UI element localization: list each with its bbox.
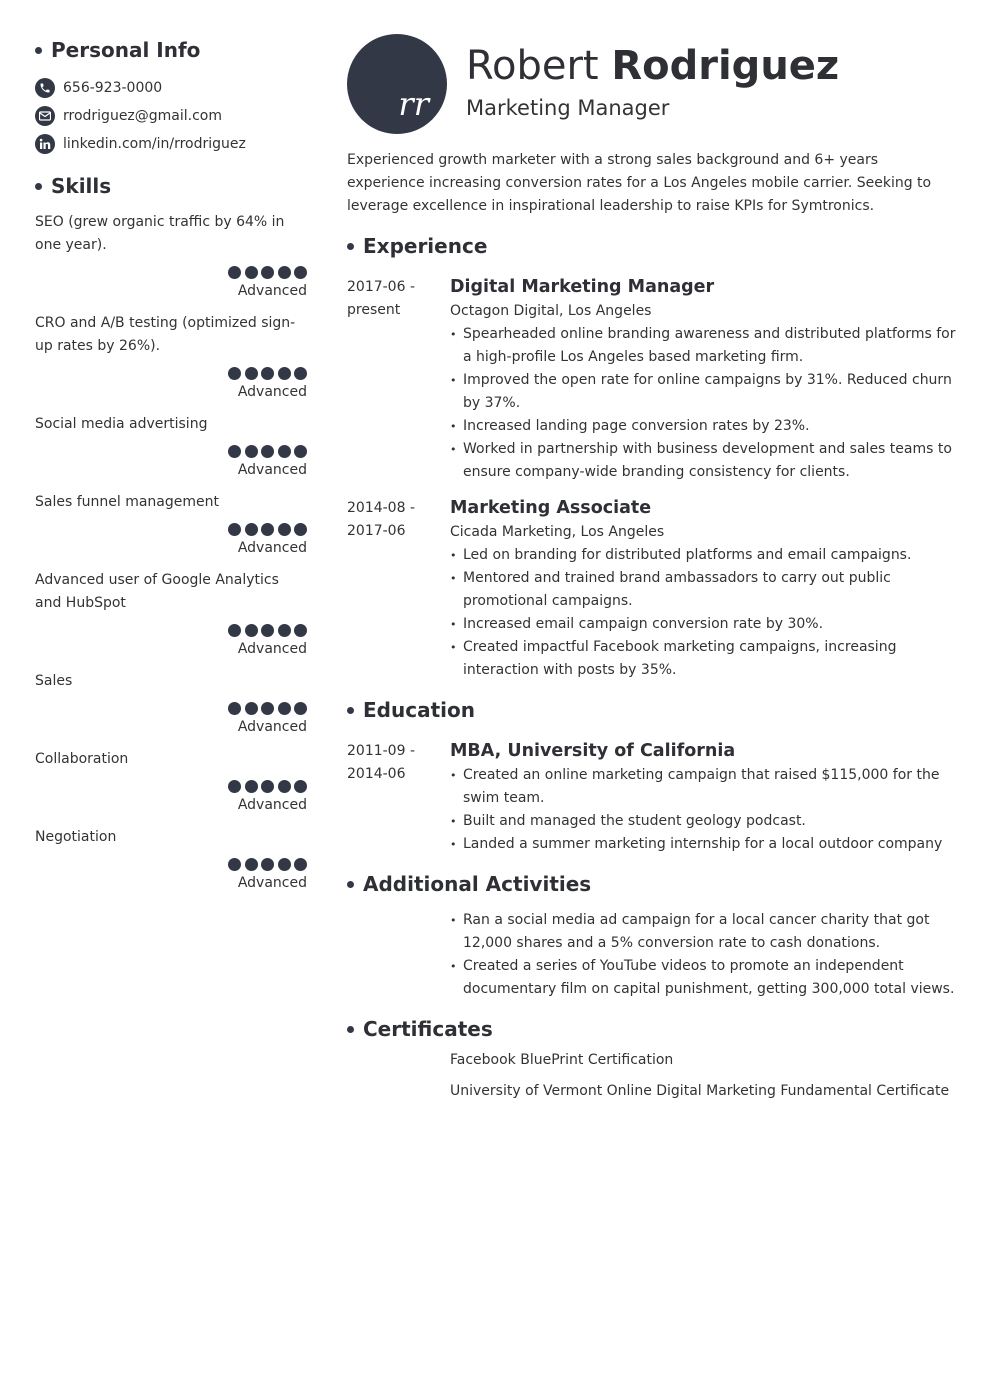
skill-level: Advanced (237, 719, 307, 735)
rating-dot-icon (294, 702, 307, 715)
rating-dot-icon (228, 367, 241, 380)
bullet-item: • Built and managed the student geology podcast. (450, 810, 957, 833)
first-name: Robert (466, 43, 599, 89)
rating-dot-icon (245, 780, 258, 793)
avatar-initials: rr (398, 85, 429, 123)
skill-level: Advanced (237, 540, 307, 556)
sidebar (35, 38, 307, 894)
entry-title: Digital Marketing Manager (450, 277, 715, 297)
certificate-item: University of Vermont Online Digital Marketing Fundamental Certificate (450, 1083, 950, 1099)
entry-bullets (450, 544, 957, 682)
name-block (466, 40, 839, 120)
skill-item (35, 211, 307, 302)
entry-date (347, 495, 450, 682)
bullet-item: • Spearheaded online branding awareness and distributed platforms for a high-profile Los Angeles based marketing firm. (450, 323, 957, 369)
rating-dot-icon (278, 445, 291, 458)
rating-dot-icon (261, 367, 274, 380)
skill-item (35, 826, 307, 894)
contact-linkedin[interactable] (35, 130, 307, 158)
rating-dot-icon (228, 266, 241, 279)
rating-dot-icon (261, 523, 274, 536)
date-start: 2014-08 - (347, 500, 415, 516)
bullet-item: • Increased landing page conversion rates by 23%. (450, 415, 957, 438)
rating-dot-icon (294, 780, 307, 793)
skill-level: Advanced (237, 797, 307, 813)
entry-company: Octagon Digital, Los Angeles (450, 303, 652, 319)
bullet-item: • Led on branding for distributed platforms and email campaigns. (450, 544, 957, 567)
rating-dot-icon (245, 367, 258, 380)
skill-name: Advanced user of Google Analytics and HubSpot (35, 572, 279, 611)
rating-dot-icon (228, 702, 241, 715)
certificates-heading: Certificates (347, 1017, 957, 1041)
entry-date (347, 274, 450, 484)
rating-dot-icon (228, 523, 241, 536)
skill-item (35, 670, 307, 738)
skill-level: Advanced (237, 641, 307, 657)
skills-heading: Skills (35, 174, 307, 198)
skill-name: Sales funnel management (35, 494, 219, 510)
skill-item (35, 569, 307, 660)
skill-level: Advanced (237, 462, 307, 478)
skill-name: Sales (35, 673, 73, 689)
rating-dot-icon (278, 367, 291, 380)
contact-email[interactable] (35, 102, 307, 130)
skill-name: Collaboration (35, 751, 129, 767)
bullet-dot-icon (347, 881, 354, 888)
rating-dot-icon (278, 266, 291, 279)
entry-body (450, 274, 957, 484)
certificates-section (347, 1017, 957, 1103)
rating-dot-icon (228, 780, 241, 793)
skill-rating (35, 367, 307, 380)
skill-level: Advanced (237, 384, 307, 400)
rating-dot-icon (228, 858, 241, 871)
experience-section (347, 234, 957, 682)
entry-title: Marketing Associate (450, 498, 652, 518)
skill-item (35, 312, 307, 403)
rating-dot-icon (261, 445, 274, 458)
linkedin-icon (35, 134, 55, 154)
skill-item (35, 748, 307, 816)
skill-rating (35, 445, 307, 458)
linkedin-text: linkedin.com/in/rrodriguez (63, 136, 246, 152)
activities-heading: Additional Activities (347, 872, 957, 896)
last-name: Rodriguez (611, 43, 840, 89)
date-end: present (347, 302, 401, 318)
entry (347, 495, 957, 682)
skill-rating (35, 523, 307, 536)
skill-level: Advanced (237, 283, 307, 299)
skill-rating (35, 702, 307, 715)
certificate-item: Facebook BluePrint Certification (450, 1052, 674, 1068)
bullet-item: • Worked in partnership with business development and sales teams to ensure company-wide branding consistency for clients. (450, 438, 957, 484)
education-section (347, 698, 957, 856)
email-text: rrodriguez@gmail.com (63, 108, 223, 124)
envelope-icon (35, 106, 55, 126)
entry-bullets (450, 323, 957, 484)
certificates-list (450, 1049, 957, 1103)
skill-item (35, 491, 307, 559)
rating-dot-icon (245, 266, 258, 279)
rating-dot-icon (261, 266, 274, 279)
phone-icon (35, 78, 55, 98)
rating-dot-icon (245, 523, 258, 536)
activities-section (347, 872, 957, 1001)
bullet-item: • Mentored and trained brand ambassadors to carry out public promotional campaigns. (450, 567, 957, 613)
skill-rating (35, 780, 307, 793)
rating-dot-icon (261, 702, 274, 715)
rating-dot-icon (278, 523, 291, 536)
rating-dot-icon (278, 858, 291, 871)
rating-dot-icon (261, 858, 274, 871)
rating-dot-icon (261, 780, 274, 793)
rating-dot-icon (278, 624, 291, 637)
bullet-item: • Created impactful Facebook marketing campaigns, increasing interaction with posts by 35%. (450, 636, 957, 682)
full-name (466, 40, 839, 92)
personal-info-heading: Personal Info (35, 38, 307, 62)
rating-dot-icon (245, 624, 258, 637)
skills-list (35, 211, 307, 894)
skill-rating (35, 858, 307, 871)
rating-dot-icon (278, 702, 291, 715)
entry-body (450, 495, 957, 682)
entry-body (450, 738, 957, 856)
date-end: 2014-06 (347, 766, 406, 782)
avatar (347, 34, 447, 134)
date-end: 2017-06 (347, 523, 406, 539)
bullet-dot-icon (35, 47, 42, 54)
bullet-dot-icon (35, 183, 42, 190)
resume-header (347, 34, 957, 134)
skill-item (35, 413, 307, 481)
bullet-dot-icon (347, 707, 354, 714)
contact-list (35, 74, 307, 158)
rating-dot-icon (294, 445, 307, 458)
experience-heading: Experience (347, 234, 957, 258)
entry-date (347, 738, 450, 856)
activities-list (450, 909, 957, 1001)
skill-name: Negotiation (35, 829, 117, 845)
rating-dot-icon (294, 266, 307, 279)
rating-dot-icon (245, 445, 258, 458)
education-heading: Education (347, 698, 957, 722)
rating-dot-icon (294, 624, 307, 637)
rating-dot-icon (294, 367, 307, 380)
main-content (347, 34, 957, 1103)
phone-text: 656-923-0000 (63, 80, 163, 96)
entry-title: MBA, University of California (450, 741, 736, 761)
bullet-item: • Increased email campaign conversion rate by 30%. (450, 613, 957, 636)
rating-dot-icon (294, 523, 307, 536)
date-start: 2017-06 - (347, 279, 415, 295)
rating-dot-icon (261, 624, 274, 637)
bullet-item: • Landed a summer marketing internship for a local outdoor company (450, 833, 957, 856)
skill-rating (35, 266, 307, 279)
rating-dot-icon (228, 624, 241, 637)
rating-dot-icon (245, 858, 258, 871)
entry (347, 738, 957, 856)
rating-dot-icon (278, 780, 291, 793)
entry (347, 274, 957, 484)
bullet-dot-icon (347, 1026, 354, 1033)
date-start: 2011-09 - (347, 743, 415, 759)
skill-name: Social media advertising (35, 416, 208, 432)
bullet-dot-icon (347, 243, 354, 250)
rating-dot-icon (245, 702, 258, 715)
skill-name: SEO (grew organic traffic by 64% in one year). (35, 214, 285, 253)
bullet-item: • Created a series of YouTube videos to promote an independent documentary film on capital punishment, getting 300,000 total views. (450, 955, 957, 1001)
summary: Experienced growth marketer with a strong sales background and 6+ years experience increasing conversion rates for a Los Angeles mobile carrier. Seeking to leverage excellence in inspirational leadership to raise KPIs for Symtronics. (347, 152, 932, 214)
entry-company: Cicada Marketing, Los Angeles (450, 524, 665, 540)
skill-rating (35, 624, 307, 637)
job-title: Marketing Manager (466, 96, 670, 120)
rating-dot-icon (228, 445, 241, 458)
bullet-item: • Ran a social media ad campaign for a local cancer charity that got 12,000 shares and a 5% conversion rate to cash donations. (450, 909, 957, 955)
rating-dot-icon (294, 858, 307, 871)
skill-level: Advanced (237, 875, 307, 891)
entry-bullets (450, 764, 957, 856)
skill-name: CRO and A/B testing (optimized sign-up rates by 26%). (35, 315, 296, 354)
bullet-item: • Created an online marketing campaign that raised $115,000 for the swim team. (450, 764, 957, 810)
bullet-item: • Improved the open rate for online campaigns by 31%. Reduced churn by 37%. (450, 369, 957, 415)
contact-phone[interactable] (35, 74, 307, 102)
